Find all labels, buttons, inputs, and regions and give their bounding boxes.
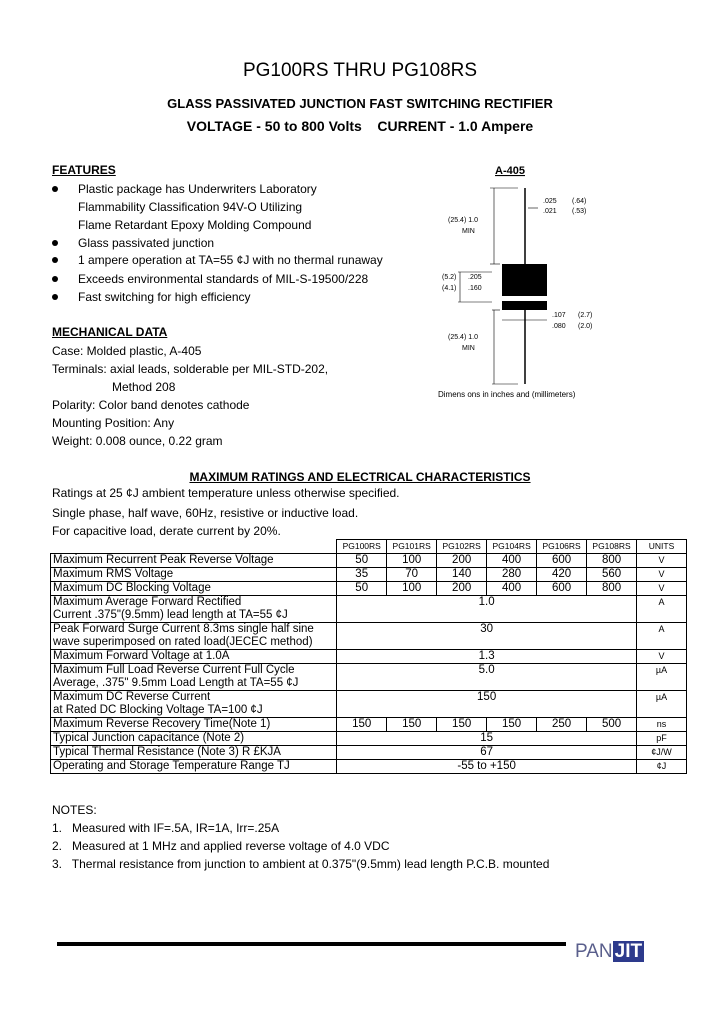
feature-item: Exceeds environmental standards of MIL-S-19500/228 [78, 270, 368, 288]
cathode-band [502, 296, 547, 301]
notes-heading: NOTES: [52, 803, 97, 817]
diagram-caption: Dimens ons in inches and (millimeters) [438, 390, 576, 399]
table-row: Typical Junction capacitance (Note 2) 15 pF [51, 732, 687, 746]
ratings-table [50, 539, 687, 774]
package-diagram [430, 165, 620, 401]
dim-label: (.64) [572, 198, 587, 205]
column-header: PG106RS [537, 540, 587, 554]
mechanical-heading: MECHANICAL DATA [52, 325, 168, 339]
table-row: Maximum RMS Voltage 35 70 140 280 420 560 V [51, 568, 687, 582]
dim-label: (25.4) 1.0 [448, 334, 478, 341]
bullet-icon [52, 257, 58, 263]
dim-label: .080 [552, 323, 566, 330]
voltage-current-summary: VOLTAGE - 50 to 800 Volts CURRENT - 1.0 Ampere [186, 118, 534, 134]
mech-line: Polarity: Color band denotes cathode [52, 398, 250, 412]
table-row: Maximum Forward Voltage at 1.0A 1.3 V [51, 650, 687, 664]
ratings-line: Single phase, half wave, 60Hz, resistive or inductive load. [52, 506, 359, 520]
feature-item: 1 ampere operation at TA=55 ¢J with no thermal runaway [78, 251, 383, 269]
diode-body [502, 264, 547, 310]
page-subtitle: GLASS PASSIVATED JUNCTION FAST SWITCHING RECTIFIER [167, 96, 553, 111]
page-title: PG100RS THRU PG108RS [242, 60, 478, 81]
ratings-heading: MAXIMUM RATINGS AND ELECTRICAL CHARACTERISTICS [189, 470, 531, 484]
feature-item: Plastic package has Underwriters Laboratory [78, 180, 317, 198]
package-label: A-405 [495, 165, 525, 177]
table-row: Maximum DC Reverse Current at Rated DC Blocking Voltage TA=100 ¢J 150 µA [51, 691, 687, 718]
column-header: PG102RS [437, 540, 487, 554]
table-header-row [51, 540, 687, 554]
table-row: Typical Thermal Resistance (Note 3) R £KJA 67 ¢J/W [51, 746, 687, 760]
features-heading: FEATURES [52, 163, 116, 177]
note-item: 1. Measured with IF=.5A, IR=1A, Irr=.25A [52, 821, 280, 835]
bullet-icon [52, 186, 58, 192]
dim-label: .205 [468, 274, 482, 281]
table-row: Maximum Average Forward Rectified Current .375"(9.5mm) lead length at TA=55 ¢J 1.0 A [51, 596, 687, 623]
dim-label: (.53) [572, 208, 587, 215]
ratings-line: Ratings at 25 ¢J ambient temperature unless otherwise specified. [52, 486, 400, 500]
table-row: Maximum Recurrent Peak Reverse Voltage 50 100 200 400 600 800 V [51, 554, 687, 568]
column-header: UNITS [637, 540, 687, 554]
column-header: PG101RS [387, 540, 437, 554]
column-header: PG104RS [487, 540, 537, 554]
feature-item: Glass passivated junction [78, 234, 214, 252]
footer-rule [57, 942, 566, 946]
bullet-icon [52, 240, 58, 246]
dim-label: (5.2) [442, 274, 457, 281]
column-header: PG100RS [337, 540, 387, 554]
dim-label: .107 [552, 312, 566, 319]
feature-item: Flame Retardant Epoxy Molding Compound [78, 218, 312, 232]
dim-label: (2.0) [578, 323, 593, 330]
dim-label: .160 [468, 285, 482, 292]
ratings-line: For capacitive load, derate current by 20%. [52, 524, 281, 538]
bullet-icon [52, 294, 58, 300]
mech-line: Mounting Position: Any [52, 416, 175, 430]
table-row: Maximum Reverse Recovery Time(Note 1) 150 150 150 150 250 500 ns [51, 718, 687, 732]
column-header: PG108RS [587, 540, 637, 554]
mech-line: Weight: 0.008 ounce, 0.22 gram [52, 434, 223, 448]
dim-label: (4.1) [442, 285, 457, 292]
dim-label: MIN [462, 228, 475, 235]
table-row: Maximum Full Load Reverse Current Full Cycle Average, .375" 9.5mm Load Length at TA=55 ¢J 5.0 µA [51, 664, 687, 691]
table-row: Peak Forward Surge Current 8.3ms single half sine wave superimposed on rated load(JECEC method) 30 A [51, 623, 687, 650]
feature-item: Flammability Classification 94V-O Utilizing [78, 200, 303, 214]
bullet-icon [52, 276, 58, 282]
dim-label: .021 [543, 208, 557, 215]
note-item: 2. Measured at 1 MHz and applied reverse voltage of 4.0 VDC [52, 839, 390, 853]
dim-label: .025 [543, 198, 557, 205]
mech-line: Terminals: axial leads, solderable per MIL-STD-202, [52, 362, 329, 376]
table-row: Maximum DC Blocking Voltage 50 100 200 400 600 800 V [51, 582, 687, 596]
table-row: Operating and Storage Temperature Range TJ -55 to +150 ¢J [51, 760, 687, 774]
dim-label: (2.7) [578, 312, 593, 319]
panjit-logo: PAN JIT [575, 941, 643, 962]
dim-label: MIN [462, 345, 475, 352]
feature-item: Fast switching for high efficiency [78, 288, 251, 306]
mech-line: Case: Molded plastic, A-405 [52, 344, 202, 358]
dim-label: (25.4) 1.0 [448, 217, 478, 224]
mech-line: Method 208 [112, 380, 176, 394]
note-item: 3. Thermal resistance from junction to ambient at 0.375"(9.5mm) lead length P.C.B. mounted [52, 857, 550, 871]
